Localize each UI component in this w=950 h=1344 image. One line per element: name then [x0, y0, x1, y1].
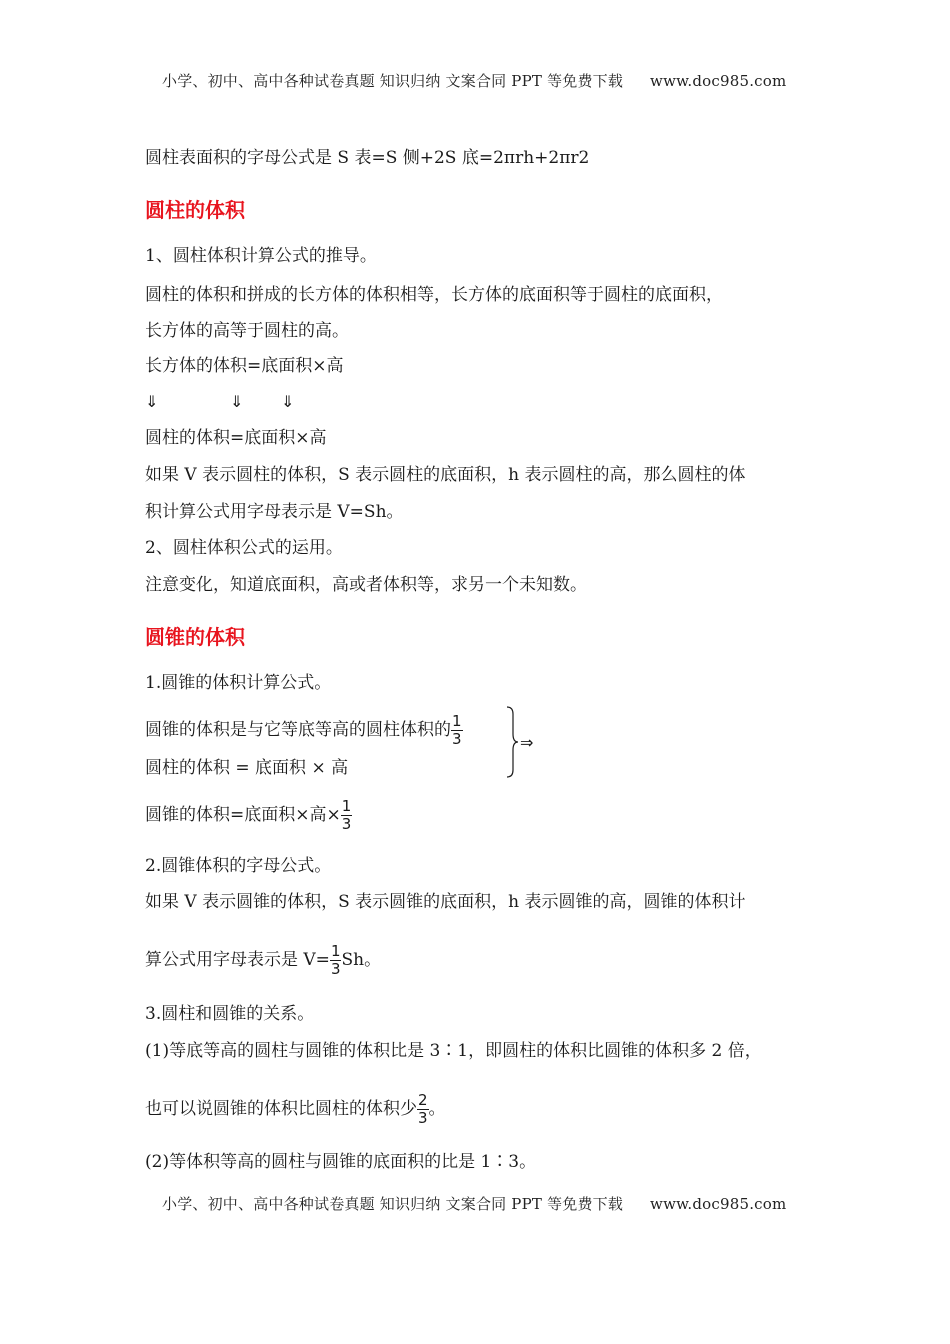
paragraph: 2、圆柱体积公式的运用。	[145, 538, 343, 558]
paragraph: 1.圆锥的体积计算公式。	[145, 673, 332, 693]
paragraph: 圆柱的体积=底面积×高	[145, 428, 327, 448]
brace-line-1	[145, 712, 463, 748]
section-title-cylinder: 圆柱的体积	[145, 198, 245, 222]
paragraph: 2.圆锥体积的字母公式。	[145, 856, 332, 876]
fraction	[341, 798, 353, 833]
fraction	[330, 943, 342, 978]
fraction-denominator: 3	[452, 730, 462, 748]
paragraph: 注意变化，知道底面积，高或者体积等，求另一个未知数。	[145, 575, 587, 595]
right-brace-icon	[505, 706, 519, 778]
formula-text: 圆锥的体积=底面积×高×	[145, 805, 341, 825]
fraction-denominator: 3	[418, 1109, 428, 1127]
fraction	[451, 713, 463, 748]
paragraph: 积计算公式用字母表示是 V=Sh。	[145, 502, 404, 522]
paragraph: 3.圆柱和圆锥的关系。	[145, 1004, 315, 1024]
fraction	[417, 1092, 429, 1127]
footer-url[interactable]: www.doc985.com	[650, 1195, 787, 1213]
implies-arrow-icon: ⇒	[520, 733, 534, 752]
paragraph: 1、圆柱体积计算公式的推导。	[145, 246, 377, 266]
paragraph	[145, 1090, 446, 1128]
down-arrow-icon: ⇓	[230, 392, 244, 411]
down-arrow-icon: ⇓	[281, 392, 295, 411]
page-header	[162, 70, 786, 91]
paragraph: 长方体的高等于圆柱的高。	[145, 321, 349, 341]
fraction-numerator: 1	[452, 712, 462, 730]
paragraph: 如果 V 表示圆锥的体积，S 表示圆锥的底面积，h 表示圆锥的高，圆锥的体积计	[145, 892, 746, 912]
formula-text: 算公式用字母表示是 V=	[145, 950, 330, 970]
paragraph: 如果 V 表示圆柱的体积，S 表示圆柱的底面积，h 表示圆柱的高，那么圆柱的体	[145, 465, 746, 485]
fraction-numerator: 1	[330, 942, 341, 960]
formula-text: 也可以说圆锥的体积比圆柱的体积少	[145, 1099, 417, 1119]
cone-volume-formula	[145, 796, 352, 834]
fraction-numerator: 1	[341, 797, 352, 815]
formula-text: Sh。	[341, 950, 382, 970]
paragraph	[145, 941, 381, 979]
fraction-numerator: 2	[418, 1091, 428, 1109]
paragraph: 圆柱的体积和拼成的长方体的体积相等，长方体的底面积等于圆柱的底面积，	[145, 285, 723, 305]
down-arrow-icon: ⇓	[145, 392, 159, 411]
surface-area-formula: 圆柱表面积的字母公式是 S 表=S 侧+2S 底=2πrh+2πr2	[145, 148, 590, 168]
brace-line-1-text: 圆锥的体积是与它等底等高的圆柱体积的	[145, 720, 451, 740]
page-footer	[162, 1193, 786, 1214]
formula-text: 。	[428, 1099, 446, 1119]
header-url[interactable]: www.doc985.com	[650, 72, 787, 90]
header-text: 小学、初中、高中各种试卷真题 知识归纳 文案合同 PPT 等免费下载	[162, 72, 624, 90]
paragraph: (2)等体积等高的圆柱与圆锥的底面积的比是 1∶3。	[145, 1152, 537, 1172]
paragraph: 长方体的体积=底面积×高	[145, 356, 344, 376]
section-title-cone: 圆锥的体积	[145, 625, 245, 649]
paragraph: (1)等底等高的圆柱与圆锥的体积比是 3∶1，即圆柱的体积比圆锥的体积多 2 倍，	[145, 1041, 762, 1061]
footer-text: 小学、初中、高中各种试卷真题 知识归纳 文案合同 PPT 等免费下载	[162, 1195, 624, 1213]
fraction-denominator: 3	[330, 960, 341, 978]
fraction-denominator: 3	[341, 815, 352, 833]
brace-line-2: 圆柱的体积 = 底面积 × 高	[145, 758, 349, 778]
